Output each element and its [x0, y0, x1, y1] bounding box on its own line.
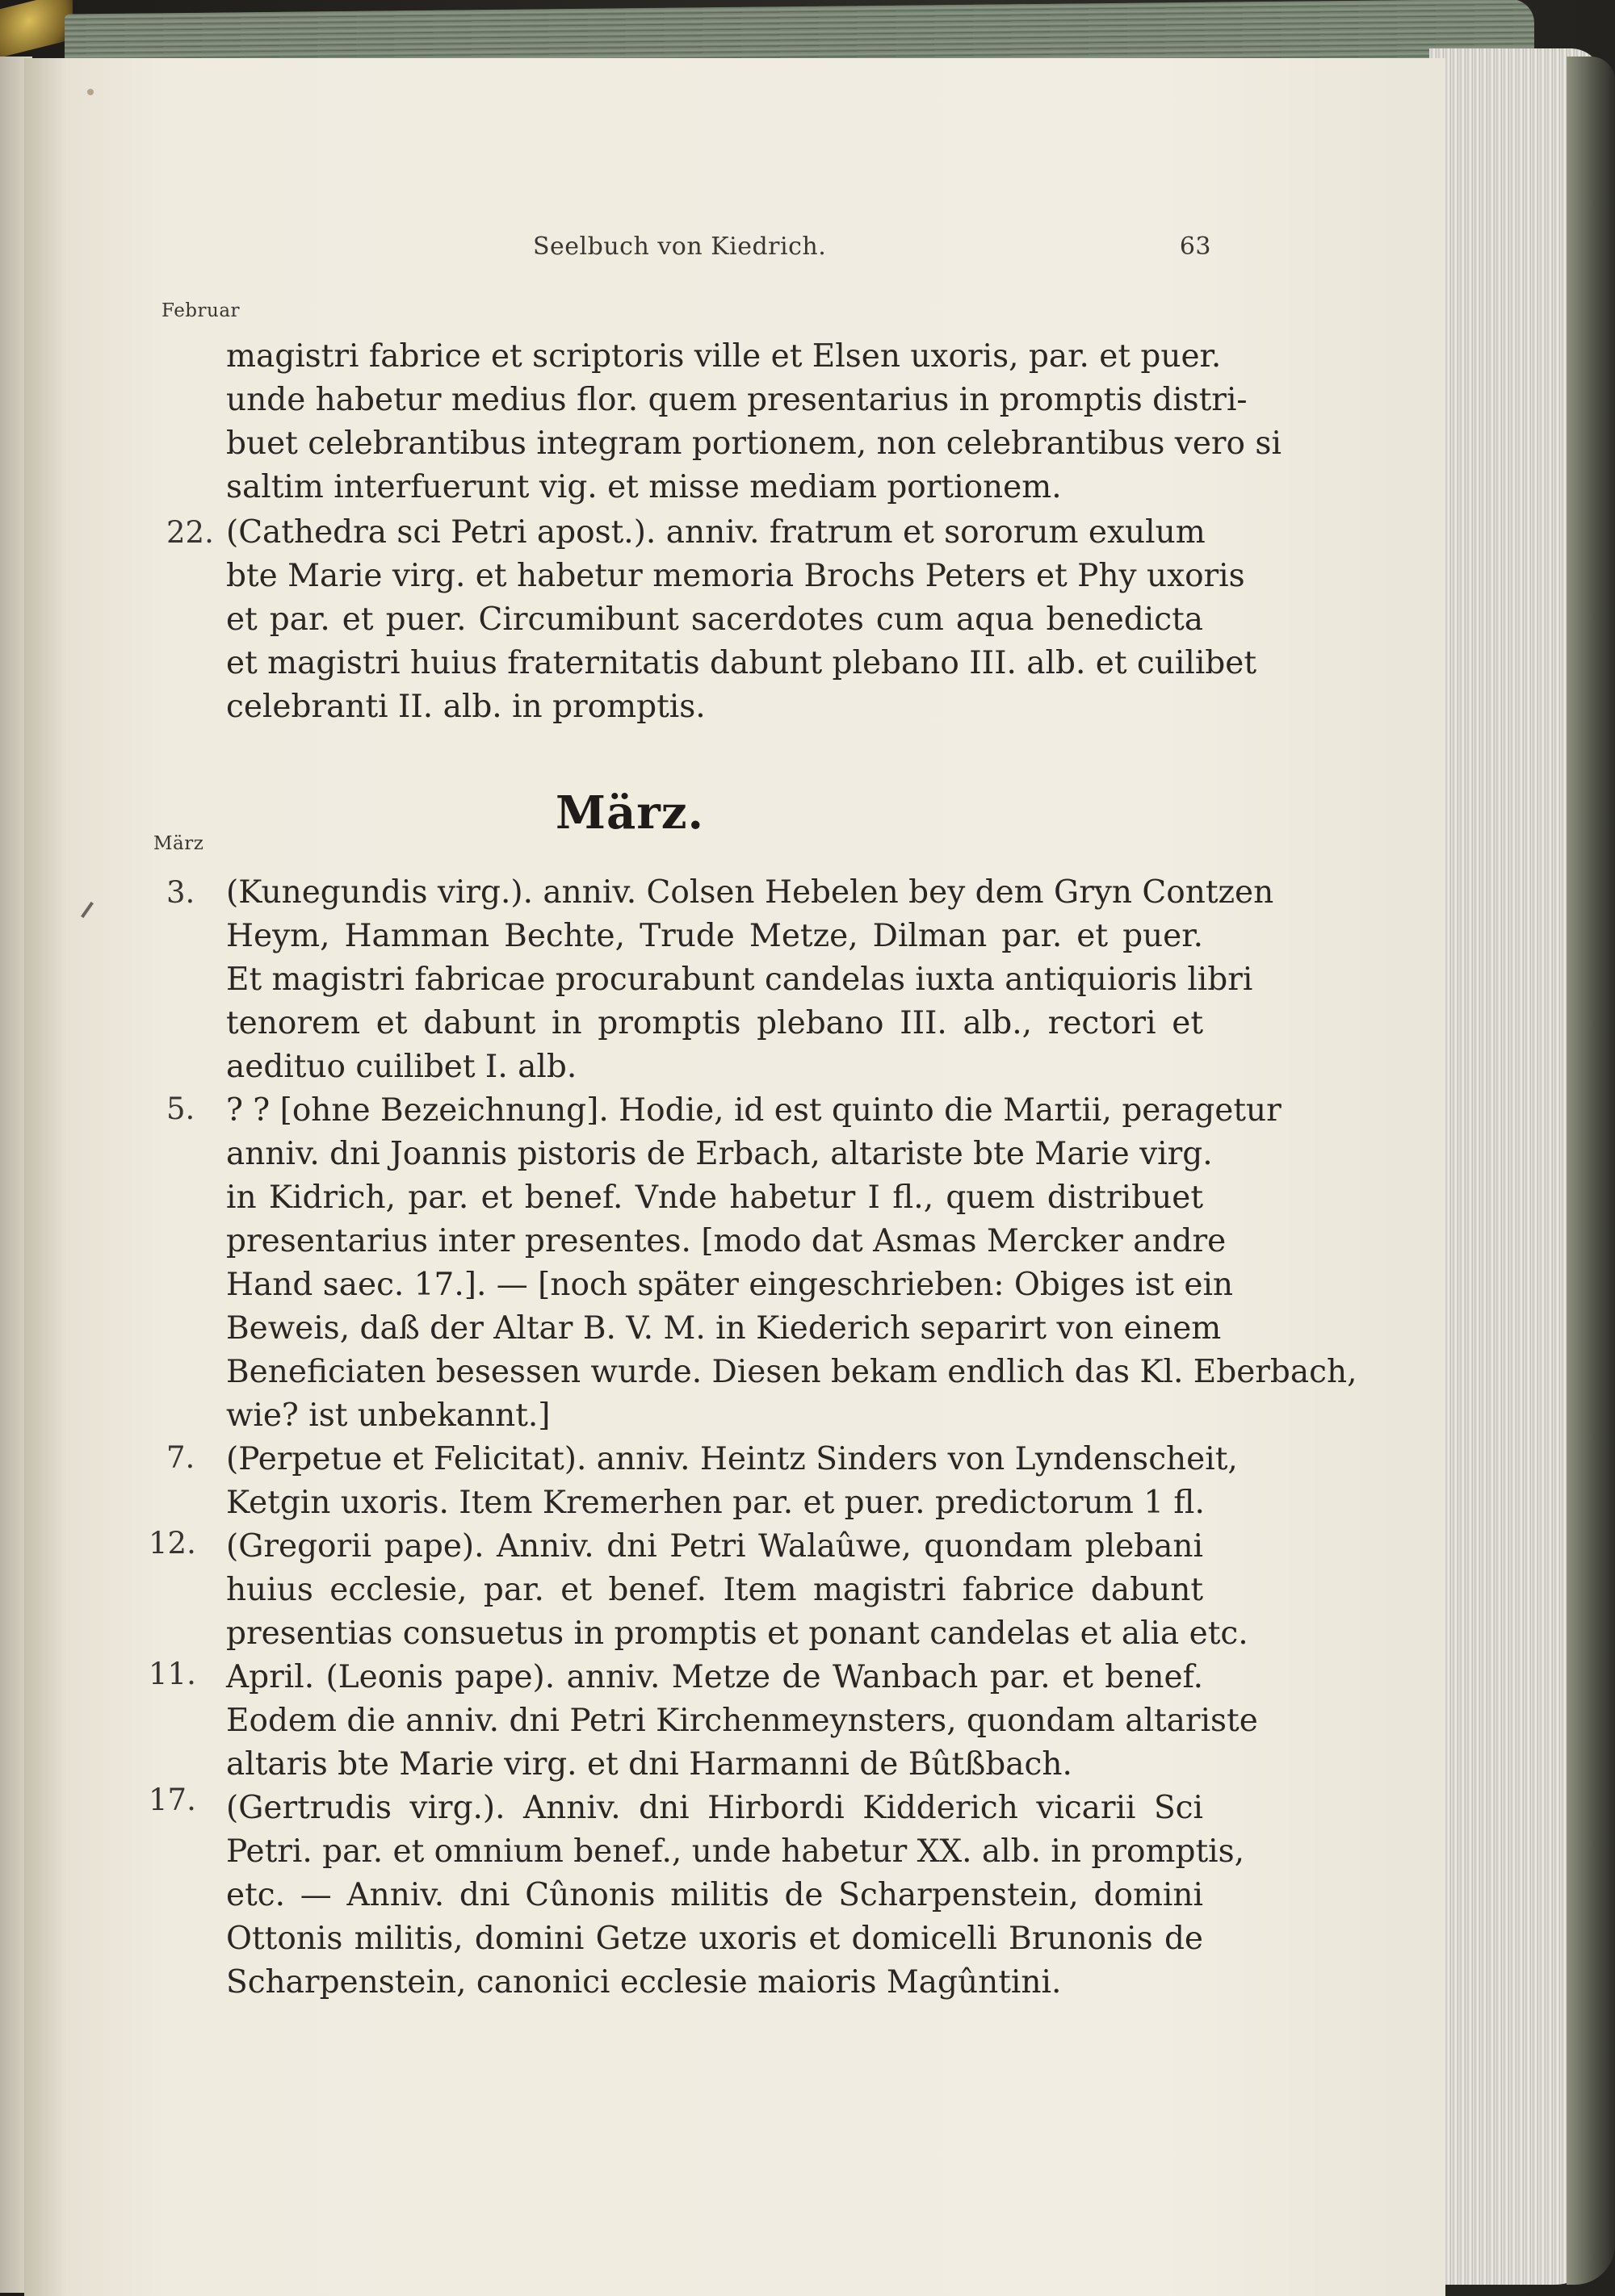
text-line: bte Marie virg. et habetur memoria Brochs Peters et Phy uxoris — [226, 558, 1245, 594]
text-line: Petri. par. et omnium benef., unde habetur XX. alb. in promptis, — [226, 1833, 1245, 1870]
text-line: (Cathedra sci Petri apost.). anniv. fratrum et sororum exulum — [226, 514, 1206, 551]
text-line: buet celebrantibus integram portionem, non celebrantibus vero si — [226, 425, 1282, 462]
text-line: et par. et puer. Circumibunt sacerdotes cum aqua benedicta — [226, 601, 1203, 638]
day-number: 22. — [166, 515, 214, 550]
text-line: Ketgin uxoris. Item Kremerhen par. et puer. predictorum 1 fl. — [226, 1485, 1205, 1521]
text-line: Scharpenstein, canonici ecclesie maioris Magûntini. — [226, 1964, 1062, 2001]
text-line: et magistri huius fraternitatis dabunt plebano III. alb. et cuilibet — [226, 645, 1257, 681]
text-line: Eodem die anniv. dni Petri Kirchenmeynsters, quondam altariste — [226, 1703, 1258, 1739]
day-number: 7. — [166, 1440, 195, 1475]
day-number: 11. — [149, 1657, 196, 1691]
text-line: (Gertrudis virg.). Anniv. dni Hirbordi Kidderich vicarii Sci — [226, 1790, 1203, 1826]
margin-month-maerz: März — [153, 833, 204, 854]
day-number: 3. — [166, 875, 195, 910]
text-line: celebranti II. alb. in promptis. — [226, 689, 706, 725]
text-line: altaris bte Marie virg. et dni Harmanni de Bûtßbach. — [226, 1746, 1072, 1783]
text-line: (Gregorii pape). Anniv. dni Petri Walaûwe, quondam plebani — [226, 1528, 1203, 1565]
day-number: 12. — [149, 1526, 196, 1561]
text-line: April. (Leonis pape). anniv. Metze de Wanbach par. et benef. — [226, 1659, 1203, 1695]
section-heading-maerz: März. — [555, 786, 705, 840]
running-head — [533, 233, 1211, 265]
page-number: 63 — [1179, 233, 1211, 261]
gilt-corner — [0, 0, 73, 57]
text-line: aedituo cuilibet I. alb. — [226, 1049, 577, 1085]
text-line: Heym, Hamman Bechte, Trude Metze, Dilman par. et puer. — [226, 918, 1203, 954]
text-line: (Kunegundis virg.). anniv. Colsen Hebelen bey dem Gryn Contzen — [226, 874, 1274, 911]
day-number: 5. — [166, 1091, 195, 1126]
margin-month-februar: Februar — [162, 300, 241, 321]
running-head-title: Seelbuch von Kiedrich. — [533, 233, 827, 261]
text-line: ? ? [ohne Bezeichnung]. Hodie, id est quinto die Martii, peragetur — [226, 1092, 1282, 1129]
text-line: presentarius inter presentes. [modo dat Asmas Mercker andre — [226, 1223, 1227, 1259]
text-line: Et magistri fabricae procurabunt candelas iuxta antiquioris libri — [226, 962, 1253, 998]
page-spot — [87, 89, 94, 95]
day-number: 17. — [149, 1783, 196, 1817]
text-line: presentias consuetus in promptis et ponant candelas et alia etc. — [226, 1615, 1248, 1652]
text-line: saltim interfuerunt vig. et misse mediam portionem. — [226, 469, 1062, 505]
text-line: Beweis, daß der Altar B. V. M. in Kiederich separirt von einem — [226, 1310, 1222, 1347]
text-line: unde habetur medius flor. quem presentarius in promptis distri- — [226, 382, 1248, 418]
text-line: etc. — Anniv. dni Cûnonis militis de Scharpenstein, domini — [226, 1877, 1203, 1913]
text-line: Ottonis militis, domini Getze uxoris et domicelli Brunonis de — [226, 1921, 1203, 1957]
text-line: tenorem et dabunt in promptis plebano III. alb., rectori et — [226, 1005, 1203, 1041]
book-cover-edge — [1567, 57, 1615, 2285]
text-line: in Kidrich, par. et benef. Vnde habetur I fl., quem distribuet — [226, 1179, 1203, 1216]
text-line: Hand saec. 17.]. — [noch später eingeschrieben: Obiges ist ein — [226, 1267, 1234, 1303]
text-line: Beneficiaten besessen wurde. Diesen bekam endlich das Kl. Eberbach, — [226, 1354, 1357, 1390]
text-line: wie? ist unbekannt.] — [226, 1397, 551, 1434]
text-line: magistri fabrice et scriptoris ville et Elsen uxoris, par. et puer. — [226, 338, 1222, 375]
text-line: anniv. dni Joannis pistoris de Erbach, altariste bte Marie virg. — [226, 1136, 1213, 1172]
text-line: (Perpetue et Felicitat). anniv. Heintz Sinders von Lyndenscheit, — [226, 1441, 1238, 1477]
text-line: huius ecclesie, par. et benef. Item magistri fabrice dabunt — [226, 1572, 1203, 1608]
